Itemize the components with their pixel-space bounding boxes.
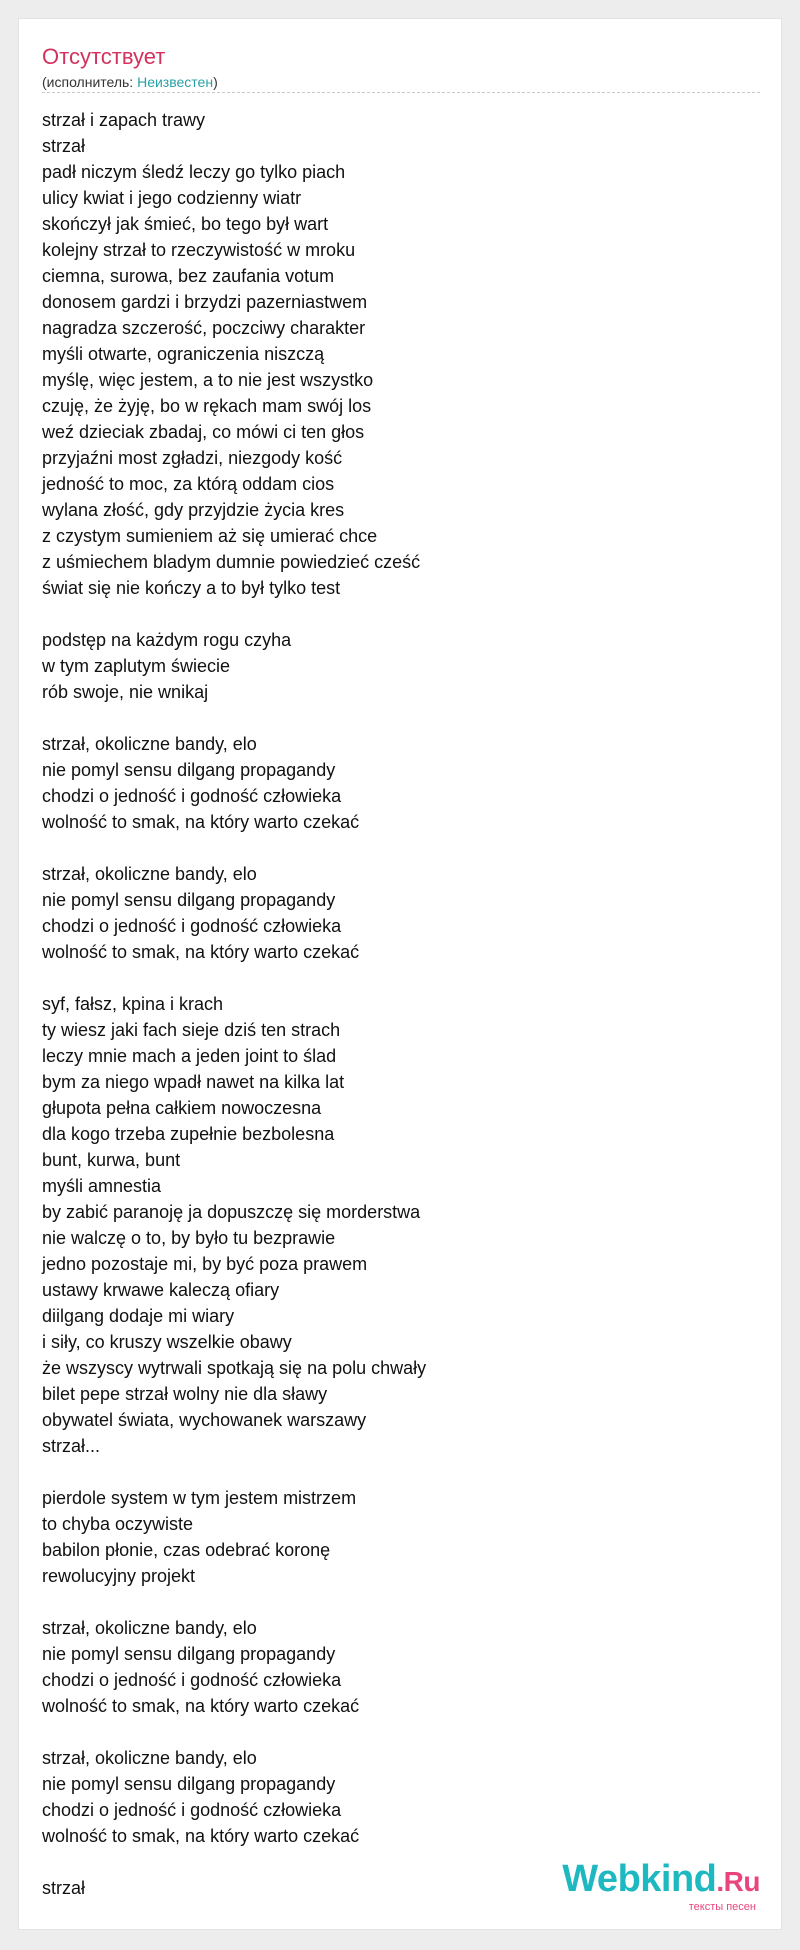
lyrics-line: chodzi o jedność i godność człowieka (42, 916, 342, 936)
lyrics-line: i siły, co kruszy wszelkie obawy (42, 1332, 292, 1352)
lyrics-line: chodzi o jedność i godność człowieka (42, 786, 342, 806)
lyrics-line: strzał, okoliczne bandy, elo (42, 1618, 257, 1638)
lyrics-line: pierdole system w tym jestem mistrzem (42, 1488, 357, 1508)
lyrics-stanza (42, 991, 742, 1459)
performer-line (42, 73, 218, 91)
lyrics-line: ty wiesz jaki fach sieje dziś ten strach (42, 1020, 341, 1040)
song-title: Отсутствует (42, 44, 166, 69)
lyrics-line: bilet pepe strzał wolny nie dla sławy (42, 1384, 328, 1404)
lyrics-line: strzał, okoliczne bandy, elo (42, 864, 257, 884)
lyrics-line: strzał... (42, 1436, 101, 1456)
lyrics-line: strzał, okoliczne bandy, elo (42, 734, 257, 754)
lyrics-stanza (42, 627, 742, 705)
lyrics-line: dla kogo trzeba zupełnie bezbolesna (42, 1124, 335, 1144)
lyrics-line: strzał, okoliczne bandy, elo (42, 1748, 257, 1768)
lyrics-line: leczy mnie mach a jeden joint to ślad (42, 1046, 337, 1066)
lyrics-line: czuję, że żyję, bo w rękach mam swój los (42, 396, 372, 416)
lyrics-line: ulicy kwiat i jego codzienny wiatr (42, 188, 302, 208)
lyrics-line: z uśmiechem bladym dumnie powiedzieć cześć (42, 552, 421, 572)
lyrics-line: rób swoje, nie wnikaj (42, 682, 209, 702)
lyrics-line: to chyba oczywiste (42, 1514, 194, 1534)
lyrics-line: w tym zaplutym świecie (42, 656, 231, 676)
lyrics-line: bym za niego wpadł nawet na kilka lat (42, 1072, 345, 1092)
lyrics-line: wolność to smak, na który warto czekać (42, 942, 360, 962)
logo-wordmark (562, 1860, 760, 1901)
lyrics-line: przyjaźni most zgładzi, niezgody kość (42, 448, 343, 468)
lyrics-line: obywatel świata, wychowanek warszawy (42, 1410, 367, 1430)
lyrics-line: że wszyscy wytrwali spotkają się na polu chwały (42, 1358, 427, 1378)
lyrics-stanza (42, 107, 742, 601)
lyrics-line: nie pomyl sensu dilgang propagandy (42, 890, 336, 910)
lyrics-line: strzał i zapach trawy (42, 110, 206, 130)
lyrics-line: wolność to smak, na który warto czekać (42, 1826, 360, 1846)
lyrics-line: jedność to moc, za którą oddam cios (42, 474, 335, 494)
lyrics-stanza (42, 731, 742, 835)
lyrics-line: nie walczę o to, by było tu bezprawie (42, 1228, 336, 1248)
lyrics-line: świat się nie kończy a to był tylko test (42, 578, 341, 598)
lyrics-line: chodzi o jedność i godność człowieka (42, 1670, 342, 1690)
lyrics-stanza (42, 1485, 742, 1589)
performer-suffix: ) (213, 74, 218, 90)
lyrics-line: strzał (42, 136, 86, 156)
lyrics-line: nie pomyl sensu dilgang propagandy (42, 760, 336, 780)
lyrics-line: głupota pełna całkiem nowoczesna (42, 1098, 322, 1118)
title-divider (42, 92, 760, 93)
lyrics-stanza (42, 1745, 742, 1849)
lyrics-line: ciemna, surowa, bez zaufania votum (42, 266, 335, 286)
lyrics-line: weź dzieciak zbadaj, co mówi ci ten głos (42, 422, 365, 442)
lyrics-line: myśli otwarte, ograniczenia niszczą (42, 344, 325, 364)
lyrics-line: strzał (42, 1878, 86, 1898)
lyrics-line: nie pomyl sensu dilgang propagandy (42, 1644, 336, 1664)
lyrics-line: by zabić paranoję ja dopuszczę się morderstwa (42, 1202, 421, 1222)
performer-prefix: (исполнитель: (42, 74, 138, 90)
lyrics-line: nagradza szczerość, poczciwy charakter (42, 318, 366, 338)
lyrics-line: kolejny strzał to rzeczywistość w mroku (42, 240, 356, 260)
lyrics-line: padł niczym śledź leczy go tylko piach (42, 162, 346, 182)
lyrics-stanza (42, 861, 742, 965)
lyrics-body (42, 107, 742, 1927)
logo-tagline: тексты песен (688, 1901, 756, 1913)
lyrics-line: skończył jak śmieć, bo tego był wart (42, 214, 329, 234)
lyrics-line: podstęp na każdym rogu czyha (42, 630, 292, 650)
artist-link[interactable]: Неизвестен (137, 74, 214, 90)
lyrics-line: wolność to smak, na który warto czekać (42, 1696, 360, 1716)
lyrics-line: myślę, więc jestem, a to nie jest wszystko (42, 370, 374, 390)
lyrics-line: syf, fałsz, kpina i krach (42, 994, 224, 1014)
lyrics-card (18, 18, 782, 1930)
lyrics-stanza (42, 1615, 742, 1719)
lyrics-line: ustawy krwawe kaleczą ofiary (42, 1280, 280, 1300)
lyrics-line: diilgang dodaje mi wiary (42, 1306, 235, 1326)
lyrics-line: wylana złość, gdy przyjdzie życia kres (42, 500, 345, 520)
site-logo[interactable] (562, 1860, 760, 1913)
logo-tld: .Ru (716, 1866, 760, 1897)
lyrics-line: donosem gardzi i brzydzi pazerniastwem (42, 292, 368, 312)
lyrics-line: jedno pozostaje mi, by być poza prawem (42, 1254, 368, 1274)
logo-name: Webkind (562, 1858, 717, 1900)
lyrics-line: wolność to smak, na który warto czekać (42, 812, 360, 832)
lyrics-line: bunt, kurwa, bunt (42, 1150, 181, 1170)
lyrics-line: chodzi o jedność i godność człowieka (42, 1800, 342, 1820)
lyrics-line: nie pomyl sensu dilgang propagandy (42, 1774, 336, 1794)
lyrics-line: z czystym sumieniem aż się umierać chce (42, 526, 378, 546)
lyrics-line: myśli amnestia (42, 1176, 162, 1196)
lyrics-line: rewolucyjny projekt (42, 1566, 196, 1586)
lyrics-line: babilon płonie, czas odebrać koronę (42, 1540, 331, 1560)
